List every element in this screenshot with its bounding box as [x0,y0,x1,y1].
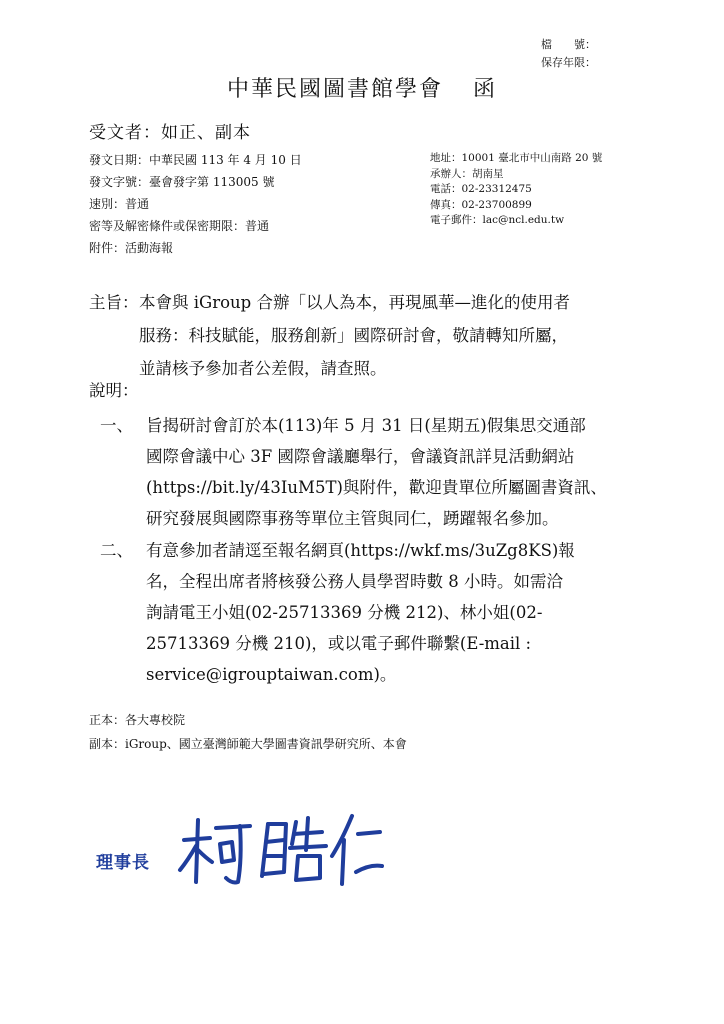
signatory-title: 理事長 [96,853,150,873]
item-body [146,410,660,534]
item-line: 國際會議中心 3F 國際會議廳舉行，會議資訊詳見活動網站 [146,447,575,466]
item-line: 研究發展與國際事務等單位主管與同仁，踴躍報名參加。 [146,509,559,528]
subject-line: 服務：科技賦能，服務創新」國際研討會，敬請轉知所屬， [139,326,568,345]
item-line: (https://bit.ly/43IuM5T)與附件，歡迎貴單位所屬圖書資訊、 [146,478,607,497]
recipient-line: 受文者：如正、副本 [89,123,251,143]
subject-heading: 主旨： [89,293,139,312]
contact-person: 承辦人：胡南星 [430,167,504,180]
subject-section [89,286,649,385]
explanation-item [100,535,660,690]
explanation-item [100,410,660,534]
organization-name: 中華民國圖書館學會 [226,77,443,102]
item-body [146,535,660,690]
contact-address: 地址：10001 臺北市中山南路 20 號 [430,152,603,164]
carbon-copy: 副本：iGroup、國立臺灣師範大學圖書資訊學研究所、本會 [89,737,407,751]
send-date: 發文日期：中華民國 113 年 4 月 10 日 [89,153,302,167]
send-number: 發文字號：臺會發字第 113005 號 [89,175,275,189]
item-line: 有意參加者請逕至報名網頁(https://wkf.ms/3uZg8KS)報 [146,541,575,560]
confidentiality: 密等及解密條件或保密期限：普通 [89,219,270,233]
item-line: 25713369 分機 210)，或以電子郵件聯繫(E-mail : [146,634,532,653]
urgency: 速別：普通 [89,197,150,211]
file-meta [541,36,596,72]
explanation-heading: 說明： [89,381,139,400]
item-line: 名，全程出席者將核發公務人員學習時數 8 小時。如需洽 [146,572,563,591]
item-number: 一、 [100,416,133,435]
contact-email: 電子郵件：lac@ncl.edu.tw [430,214,565,226]
subject-line: 並請核予參加者公差假，請查照。 [139,359,387,378]
contact-info [430,151,602,229]
attachment: 附件：活動海報 [89,241,174,255]
retention-label: 保存年限： [541,56,596,69]
copies-section [89,708,407,756]
main-copy: 正本：各大專校院 [89,713,186,727]
send-info [89,149,302,259]
handwritten-signature [176,810,386,890]
file-number-label: 檔 號： [541,38,596,51]
item-line: 詢請電王小姐(02-25713369 分機 212)、林小姐(02- [146,603,543,622]
document-title [0,72,724,103]
document-kind: 函 [473,77,498,102]
retention-row [541,54,596,72]
contact-fax: 傳真：02-23700899 [430,198,532,211]
contact-phone: 電話：02-23312475 [430,183,532,195]
item-line: 旨揭研討會訂於本(113)年 5 月 31 日(星期五)假集思交通部 [146,416,586,435]
item-line: service@igrouptaiwan.com)。 [146,665,397,684]
file-number-row [541,36,596,54]
item-number: 二、 [100,541,133,560]
subject-line: 本會與 iGroup 合辦「以人為本，再現風華—進化的使用者 [139,293,570,312]
